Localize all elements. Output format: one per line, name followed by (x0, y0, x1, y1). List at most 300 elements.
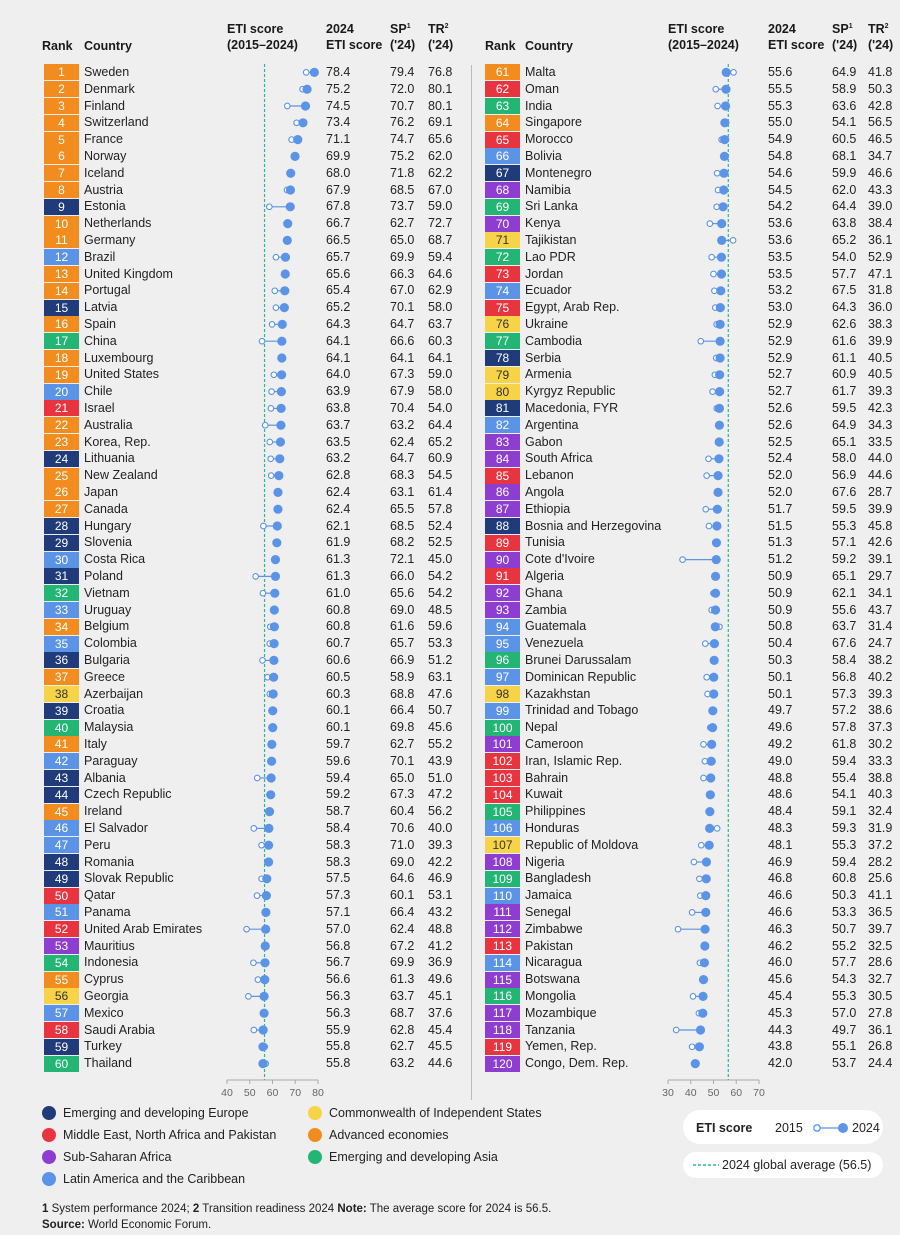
tr-score-2024: 27.8 (868, 1005, 893, 1020)
country-name: Costa Rica (84, 552, 146, 567)
eti-score-2024: 55.6 (768, 65, 793, 79)
eti-key-symbol (812, 1120, 852, 1136)
tr-score-2024: 56.2 (428, 804, 453, 819)
rank-badge: 69 (485, 199, 520, 215)
tr-score-2024: 64.6 (428, 266, 453, 281)
country-name: Lithuania (84, 451, 135, 466)
eti-2024-point (721, 101, 730, 110)
eti-2015-point (701, 742, 707, 748)
rank-badge: 16 (44, 316, 79, 332)
eti-2024-point (700, 958, 709, 967)
sp-score-2024: 60.5 (832, 132, 857, 147)
sp-score-2024: 60.8 (832, 871, 857, 886)
country-name: Canada (84, 501, 128, 516)
header-sp-sup: 1 (848, 22, 853, 30)
tr-score-2024: 40.5 (868, 367, 893, 382)
eti-score-2024: 65.2 (326, 300, 351, 315)
sp-score-2024: 58.9 (832, 81, 857, 96)
eti-2024-point (277, 337, 286, 346)
country-name: Republic of Moldova (525, 837, 639, 852)
rank-badge: 114 (485, 955, 520, 971)
eti-2024-point (259, 1009, 268, 1018)
header-score-line1: 2024 (768, 22, 796, 36)
footnote-text-1: System performance 2024; (48, 1203, 193, 1215)
rank-badge: 111 (485, 904, 520, 920)
eti-2015-point (268, 406, 274, 412)
tr-score-2024: 59.6 (428, 619, 453, 634)
rank-badge: 100 (485, 720, 520, 736)
country-name: Mozambique (525, 1005, 597, 1020)
sp-score-2024: 60.4 (390, 804, 415, 819)
country-name: United Arab Emirates (84, 921, 203, 936)
eti-2024-point (264, 841, 273, 850)
rank-badge: 17 (44, 333, 79, 349)
tr-score-2024: 40.3 (868, 787, 893, 802)
tr-score-2024: 52.4 (428, 518, 453, 533)
sp-score-2024: 55.2 (832, 938, 857, 953)
eti-score-2024: 51.5 (768, 518, 793, 533)
country-name: Ghana (525, 585, 563, 600)
rank-badge: 90 (485, 552, 520, 568)
sp-score-2024: 54.1 (832, 787, 857, 802)
eti-2015-point (254, 775, 260, 781)
country-name: Austria (84, 182, 123, 197)
eti-2015-point (303, 70, 309, 76)
rank-badge: 45 (44, 804, 79, 820)
eti-2015-point (703, 641, 709, 647)
eti-2024-point (262, 891, 271, 900)
eti-score-2024: 60.8 (326, 602, 351, 617)
rank-badge: 12 (44, 249, 79, 265)
rank-badge: 30 (44, 552, 79, 568)
eti-2024-point (265, 807, 274, 816)
tr-score-2024: 25.6 (868, 871, 893, 886)
eti-score-2024: 49.0 (768, 753, 793, 768)
sp-score-2024: 71.0 (390, 837, 415, 852)
eti-score-2024: 52.9 (768, 317, 793, 331)
sp-score-2024: 65.2 (832, 233, 857, 247)
eti-score-2024: 64.1 (326, 350, 351, 365)
country-name: Argentina (525, 417, 579, 432)
eti-score-2024: 52.0 (768, 485, 793, 499)
eti-score-2024: 49.6 (768, 720, 793, 735)
country-name: Montenegro (525, 165, 592, 180)
eti-score-2024: 69.9 (326, 149, 351, 163)
sp-score-2024: 55.3 (832, 518, 857, 533)
eti-2024-point (286, 185, 295, 194)
rank-badge: 11 (44, 232, 79, 248)
header-tr-sup: 2 (884, 22, 889, 30)
eti-2015-point (268, 473, 274, 479)
country-name: Luxembourg (84, 350, 154, 365)
rank-badge: 46 (44, 820, 79, 836)
tr-score-2024: 53.1 (428, 888, 453, 903)
country-name: Macedonia, FYR (525, 401, 619, 415)
tr-score-2024: 47.1 (868, 266, 893, 281)
tr-score-2024: 68.7 (428, 233, 453, 247)
sp-score-2024: 67.6 (832, 485, 857, 499)
rank-badge: 21 (44, 400, 79, 416)
tr-score-2024: 36.0 (868, 300, 893, 315)
eti-2024-point (698, 992, 707, 1001)
eti-score-2024: 60.1 (326, 703, 351, 718)
tr-score-2024: 37.3 (868, 720, 893, 735)
country-name: Spain (84, 317, 116, 331)
sp-score-2024: 60.1 (390, 888, 415, 903)
eti-score-2024: 63.8 (326, 401, 351, 415)
sp-score-2024: 54.0 (832, 249, 857, 264)
tr-score-2024: 28.6 (868, 955, 893, 970)
sp-score-2024: 68.1 (832, 149, 857, 163)
tr-score-2024: 42.2 (428, 854, 453, 869)
eti-2024-point (717, 253, 726, 262)
sp-score-2024: 50.3 (832, 888, 857, 903)
country-name: Tunisia (525, 535, 565, 550)
country-name: Brazil (84, 249, 116, 264)
rank-badge: 20 (44, 384, 79, 400)
eti-2015-point (260, 658, 266, 664)
eti-score-2024: 50.9 (768, 585, 793, 600)
tr-score-2024: 45.4 (428, 1022, 453, 1037)
country-name: Jordan (525, 266, 564, 281)
eti-2024-point (708, 706, 717, 715)
sp-score-2024: 50.7 (832, 921, 857, 936)
country-name: Kenya (525, 216, 561, 231)
tr-score-2024: 61.4 (428, 485, 453, 499)
eti-score-2024: 68.0 (326, 165, 351, 180)
country-name: Cameroon (525, 737, 584, 751)
sp-score-2024: 63.8 (832, 216, 857, 231)
eti-2015-point (259, 338, 265, 344)
header-country-left: Country (84, 39, 132, 53)
rank-badge: 48 (44, 854, 79, 870)
rank-badge: 93 (485, 602, 520, 618)
sp-score-2024: 65.5 (390, 501, 415, 516)
eti-2015-point (690, 994, 696, 1000)
source-line (42, 1219, 211, 1231)
header-tr-line2: ('24) (868, 38, 894, 52)
eti-score-2024: 48.4 (768, 804, 793, 819)
eti-score-2024: 63.9 (326, 384, 351, 399)
eti-score-2024: 66.5 (326, 233, 351, 247)
eti-2024-point (273, 488, 282, 497)
sp-score-2024: 64.6 (390, 871, 415, 886)
eti-key-2015: 2015 (775, 1121, 803, 1135)
sp-score-2024: 68.8 (390, 686, 415, 701)
eti-2024-point (691, 1059, 700, 1068)
eti-2015-point (259, 842, 265, 848)
eti-2024-point (276, 421, 285, 430)
eti-2024-point (712, 538, 721, 547)
rank-badge: 47 (44, 837, 79, 853)
sp-score-2024: 49.7 (832, 1022, 857, 1037)
header-score-line1: 2024 (326, 22, 354, 36)
legend-swatch (308, 1128, 322, 1142)
sp-score-2024: 73.7 (390, 199, 415, 214)
rank-badge: 86 (485, 484, 520, 500)
eti-2024-point (702, 874, 711, 883)
rank-badge: 65 (485, 132, 520, 148)
rank-badge: 92 (485, 585, 520, 601)
country-name: South Africa (525, 451, 593, 466)
sp-score-2024: 61.1 (832, 350, 857, 365)
eti-score-2024: 42.0 (768, 1056, 793, 1071)
country-name: Panama (84, 905, 131, 919)
rank-badge: 9 (44, 199, 79, 215)
eti-score-2024: 46.2 (768, 938, 793, 953)
eti-score-2024: 58.7 (326, 804, 351, 819)
rank-badge: 19 (44, 367, 79, 383)
eti-2024-point (700, 941, 709, 950)
sp-score-2024: 59.4 (832, 753, 857, 768)
rank-badge: 4 (44, 115, 79, 131)
legend-label: Commonwealth of Independent States (329, 1106, 542, 1120)
eti-score-2024: 50.4 (768, 636, 793, 651)
sp-score-2024: 59.9 (832, 165, 857, 180)
country-name: Guatemala (525, 619, 587, 634)
tr-score-2024: 40.2 (868, 669, 893, 684)
sp-score-2024: 55.3 (832, 989, 857, 1003)
eti-score-2024: 52.9 (768, 333, 793, 348)
footnote-text-2: Transition readiness 2024 (199, 1203, 338, 1215)
sp-score-2024: 65.0 (390, 233, 415, 247)
sp-score-2024: 64.4 (832, 199, 857, 214)
rank-badge: 10 (44, 216, 79, 232)
tr-score-2024: 54.0 (428, 401, 453, 415)
country-name: Japan (84, 485, 119, 499)
tr-score-2024: 34.1 (868, 585, 893, 600)
country-name: Nigeria (525, 854, 565, 869)
country-name: Senegal (525, 905, 571, 919)
eti-2015-point (254, 893, 260, 899)
eti-2015-point (269, 389, 275, 395)
sp-score-2024: 54.3 (832, 972, 857, 987)
rank-badge: 77 (485, 333, 520, 349)
sp-score-2024: 64.7 (390, 317, 415, 331)
rank-badge: 5 (44, 132, 79, 148)
rank-badge: 68 (485, 182, 520, 198)
eti-score-2024: 50.8 (768, 619, 793, 634)
country-name: Slovenia (84, 535, 132, 550)
eti-2015-point (706, 456, 712, 462)
eti-2024-point (711, 622, 720, 631)
eti-score-2024: 48.1 (768, 837, 793, 852)
eti-score-2024: 56.6 (326, 972, 351, 987)
country-name: Norway (84, 149, 127, 163)
eti-2015-point (709, 254, 715, 260)
tr-score-2024: 62.9 (428, 283, 453, 298)
footnote (42, 1203, 551, 1215)
legend-label: Emerging and developing Europe (63, 1106, 249, 1120)
country-name: Vietnam (84, 585, 130, 600)
eti-2015-point (704, 473, 710, 479)
eti-2024-point (705, 841, 714, 850)
tr-score-2024: 67.0 (428, 182, 453, 197)
rank-badge: 95 (485, 636, 520, 652)
rank-badge: 18 (44, 350, 79, 366)
eti-score-2024: 67.9 (326, 182, 351, 197)
country-name: Cambodia (525, 333, 582, 348)
rank-badge: 73 (485, 266, 520, 282)
tr-score-2024: 34.7 (868, 149, 893, 163)
eti-score-2024: 54.5 (768, 182, 793, 197)
tr-score-2024: 38.4 (868, 216, 893, 231)
sp-score-2024: 69.9 (390, 955, 415, 970)
rank-badge: 88 (485, 518, 520, 534)
eti-score-2024: 51.7 (768, 501, 793, 516)
average-key-line-icon (693, 1157, 721, 1173)
sp-score-2024: 72.1 (390, 552, 415, 567)
tr-score-2024: 43.7 (868, 602, 893, 617)
eti-2015-point (284, 103, 290, 109)
country-name: Bolivia (525, 149, 562, 163)
rank-badge: 82 (485, 417, 520, 433)
sp-score-2024: 58.0 (832, 451, 857, 466)
eti-2024-point (273, 521, 282, 530)
source-text: World Economic Forum. (84, 1219, 212, 1231)
country-name: Mauritius (84, 938, 135, 953)
rank-badge: 119 (485, 1039, 520, 1055)
country-name: Turkey (84, 1039, 122, 1054)
rank-badge: 54 (44, 955, 79, 971)
sp-score-2024: 69.9 (390, 249, 415, 264)
x-tick-label: 50 (243, 1087, 256, 1099)
country-name: Armenia (525, 367, 572, 382)
tr-score-2024: 80.1 (428, 81, 453, 96)
rank-badge: 70 (485, 216, 520, 232)
tr-score-2024: 51.0 (428, 770, 453, 785)
rank-badge: 13 (44, 266, 79, 282)
tr-score-2024: 50.3 (868, 81, 893, 96)
eti-2024-point (271, 555, 280, 564)
rank-badge: 81 (485, 400, 520, 416)
rank-badge: 15 (44, 300, 79, 316)
rank-badge: 110 (485, 888, 520, 904)
eti-score-2024: 75.2 (326, 81, 351, 96)
sp-score-2024: 69.8 (390, 720, 415, 735)
eti-2015-point (698, 338, 704, 344)
eti-score-2024: 60.1 (326, 720, 351, 735)
eti-2015-point (706, 523, 712, 529)
sp-score-2024: 56.9 (832, 468, 857, 483)
eti-score-2024: 62.1 (326, 518, 351, 533)
eti-score-2024: 48.6 (768, 787, 793, 802)
eti-2024-point (719, 169, 728, 178)
tr-score-2024: 65.6 (428, 132, 453, 147)
sp-score-2024: 66.4 (390, 703, 415, 718)
footnote-note-label: Note: (337, 1203, 367, 1215)
rank-badge: 41 (44, 736, 79, 752)
sp-score-2024: 57.7 (832, 955, 857, 970)
eti-2015-point (704, 674, 710, 680)
rank-badge: 56 (44, 988, 79, 1004)
eti-2015-point (697, 876, 703, 882)
eti-score-2024: 58.3 (326, 837, 351, 852)
country-name: Angola (525, 485, 564, 499)
rank-badge: 22 (44, 417, 79, 433)
eti-score-2024: 57.5 (326, 871, 351, 886)
rank-badge: 107 (485, 837, 520, 853)
country-name: Morocco (525, 132, 573, 147)
sp-score-2024: 61.6 (390, 619, 415, 634)
eti-2024-point (716, 286, 725, 295)
eti-score-2024: 60.3 (326, 686, 351, 701)
sp-score-2024: 57.7 (832, 266, 857, 281)
x-tick-label: 40 (684, 1087, 697, 1099)
sp-score-2024: 67.3 (390, 367, 415, 382)
tr-score-2024: 41.8 (868, 65, 893, 79)
tr-score-2024: 33.5 (868, 434, 893, 449)
eti-score-2024: 63.5 (326, 434, 351, 449)
eti-2024-point (718, 202, 727, 211)
x-tick-label: 30 (662, 1087, 674, 1099)
footnote-note: The average score for 2024 is 56.5. (366, 1203, 552, 1215)
country-name: Ireland (84, 804, 123, 819)
header-rank-right: Rank (485, 39, 516, 53)
tr-score-2024: 56.5 (868, 115, 893, 130)
eti-2024-point (290, 152, 299, 161)
tr-score-2024: 28.2 (868, 854, 893, 869)
sp-score-2024: 63.7 (390, 989, 415, 1003)
eti-2024-point (274, 471, 283, 480)
eti-2024-point (702, 857, 711, 866)
eti-score-2024: 57.1 (326, 905, 351, 919)
eti-2015-point (703, 506, 709, 512)
sp-score-2024: 57.1 (832, 535, 857, 550)
eti-score-2024: 48.3 (768, 821, 793, 835)
tr-score-2024: 72.7 (428, 216, 453, 231)
tr-score-2024: 26.8 (868, 1039, 893, 1054)
sp-score-2024: 67.6 (832, 636, 857, 651)
tr-score-2024: 58.0 (428, 384, 453, 399)
sp-score-2024: 68.3 (390, 468, 415, 483)
eti-2024-point (269, 673, 278, 682)
x-tick-label: 50 (707, 1087, 720, 1099)
tr-score-2024: 39.3 (868, 686, 893, 701)
eti-score-2024: 46.0 (768, 955, 793, 970)
country-name: Egypt, Arab Rep. (525, 300, 620, 315)
country-name: Jamaica (525, 888, 572, 903)
eti-2024-point (310, 68, 319, 77)
sp-score-2024: 65.7 (390, 636, 415, 651)
rank-badge: 8 (44, 182, 79, 198)
tr-score-2024: 58.0 (428, 300, 453, 315)
eti-score-2024: 59.6 (326, 753, 351, 768)
eti-score-2024: 61.3 (326, 569, 351, 583)
country-name: Tanzania (525, 1022, 576, 1037)
eti-key-title: ETI score (696, 1121, 753, 1135)
tr-score-2024: 63.1 (428, 669, 453, 684)
eti-score-2024: 61.3 (326, 552, 351, 567)
eti-2024-point (711, 589, 720, 598)
x-tick-label: 60 (730, 1087, 743, 1099)
rank-badge: 60 (44, 1056, 79, 1072)
tr-score-2024: 41.1 (868, 888, 893, 903)
sp-score-2024: 63.1 (390, 485, 415, 499)
sp-score-2024: 70.7 (390, 98, 415, 113)
tr-score-2024: 40.5 (868, 350, 893, 365)
sp-score-2024: 62.6 (832, 317, 857, 331)
tr-score-2024: 44.6 (428, 1056, 453, 1071)
header-tr-text: TR (868, 22, 885, 36)
eti-2024-point (302, 85, 311, 94)
rank-badge: 96 (485, 652, 520, 668)
tr-score-2024: 76.8 (428, 65, 453, 79)
sp-score-2024: 64.1 (390, 350, 415, 365)
eti-2024-point (270, 605, 279, 614)
eti-2024-point (266, 790, 275, 799)
country-name: Switzerland (84, 115, 149, 130)
